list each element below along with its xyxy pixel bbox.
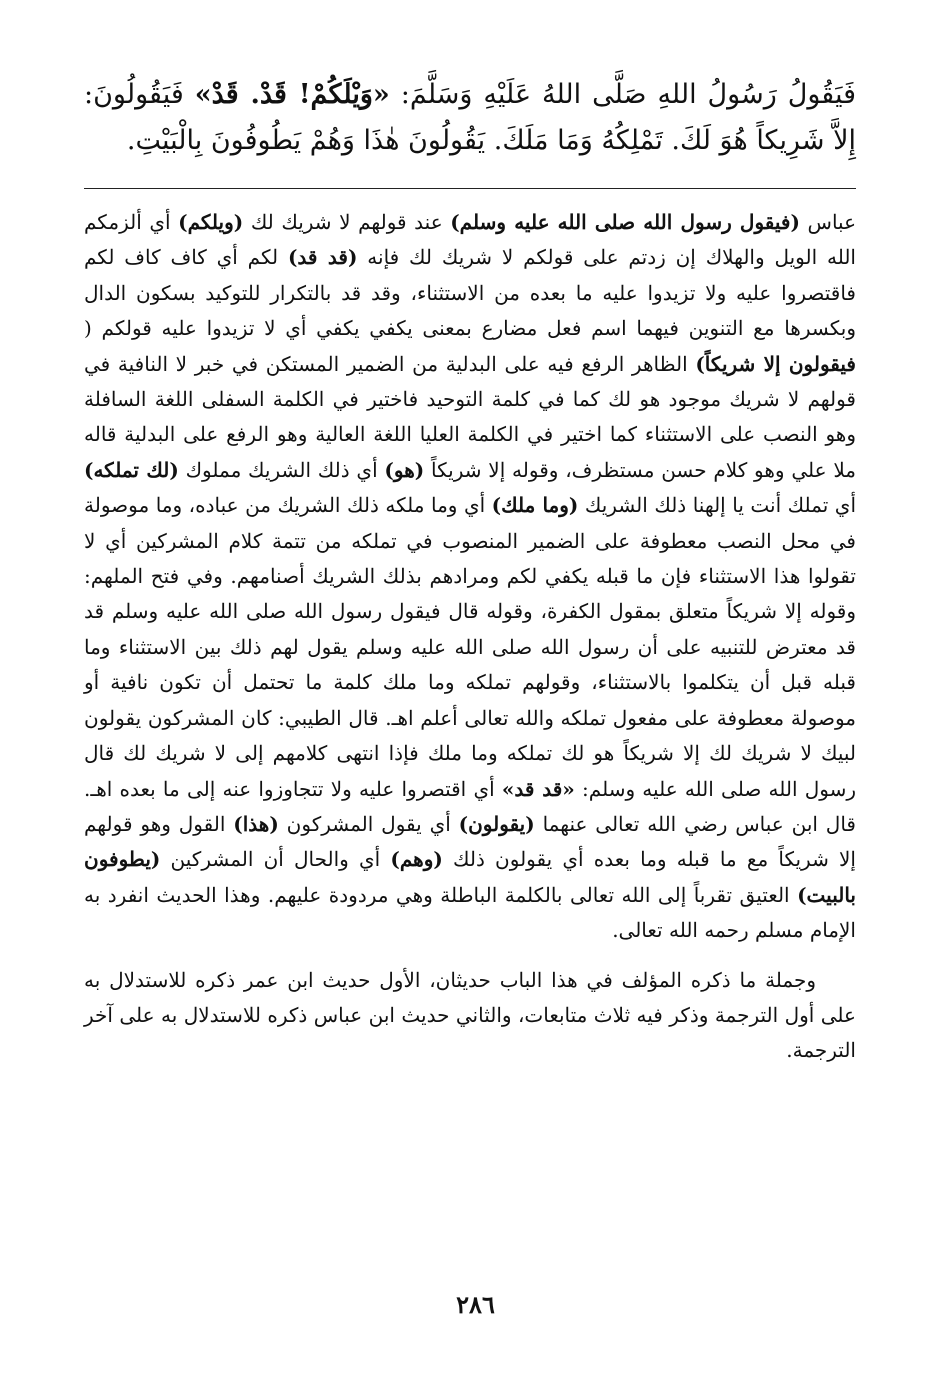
book-page xyxy=(84,72,856,1372)
commentary-text: لكم أي كاف كاف لكم فاقتصروا عليه ولا تزيدوا عليه ما بعده من الاستثناء، وقد قد بالتكرار للتوكيد بسكون الدال وبكسرها مع التنوين فيهما اسم فعل مضارع بمعنى يكفي يكفي أي لا تزيدوا عليه قولكم ( xyxy=(84,245,856,341)
commentary-quote: (لك تملكه) xyxy=(84,457,179,482)
commentary-text: عند قولهم لا شريك لك xyxy=(243,210,451,234)
commentary-text: عباس xyxy=(799,210,857,234)
commentary-quote: (يطوفون بالبيت) xyxy=(84,847,856,907)
commentary-quote: (وما ملك) xyxy=(491,493,579,518)
commentary-text: أي وما ملكه ذلك الشريك من عباده، وما موصولة في محل النصب معطوفة على الضمير المنصوب في تملكه من تتمة كلام المشركين أي لا تقولوا هذا الاستثناء فإن ما قبله يكفي لكم ومرادهم بذلك الشريك أصنامهم. وفي فتح الملهم: وقوله إلا شريكاً متعلق بمقول الكفرة، وقوله قال فيقول رسول الله صلى الله عليه وسلم قد قد معترض للتنبيه على أن رسول الله صلى الله عليه وسلم يقول لهم ذلك بين الاستثناء وما قبله قبل أن يتكلموا بالاستثناء، وقولهم تملكه وما ملك كلمة ما تحتمل أن تكون نافية أو موصولة معطوفة على مفعول تملكه والله تعالى أعلم اهـ. قال الطيبي: كان المشركون يقولون لبيك لا شريك لك إلا شريكاً هو لك تملكه وما ملك فإذا انتهى كلامهم إلى لا شريك لك قال رسول الله صلى الله عليه وسلم: xyxy=(84,493,856,801)
commentary-text: أي يقول المشركون xyxy=(278,811,459,836)
commentary-text: العتيق تقرباً إلى الله تعالى بالكلمة الباطلة وهي مردودة عليهم. وهذا الحديث انفرد به الإمام مسلم رحمه الله تعالى. xyxy=(84,882,856,943)
commentary-quote: (هو) xyxy=(384,457,425,482)
commentary-quote: (وهم) xyxy=(390,847,443,872)
commentary-quote: (هذا) xyxy=(233,811,279,836)
commentary-quote: «قد قد» xyxy=(501,776,575,801)
commentary-text: الظاهر الرفع فيه على البدلية من الضمير المستكن في خبر لا النافية في قولهم لا شريك موجود هو لك كما في كلمة التوحيد فاختير في الكلمة السفلى اللغة السافلة وهو النصب على الاستثناء كما اختير في الكلمة العليا اللغة العالية وهو الرفع على البدلية قاله ملا علي وهو كلام حسن مستظرف، وقوله إلا شريكاً xyxy=(84,351,856,482)
commentary-text: القول وهو قولهم إلا شريكاً مع ما قبله وما بعده أي يقولون ذلك xyxy=(84,811,856,872)
commentary-text: أي والحال أن المشركين xyxy=(160,847,391,872)
hadith-bold-1: «وَيْلَكُمْ! قَدْ. قَدْ» xyxy=(194,79,390,110)
page-number: ٢٨٦ xyxy=(456,1290,495,1319)
commentary-text: أي تملك أنت يا إلهنا ذلك الشريك xyxy=(578,493,856,518)
commentary-quote: (قد قد) xyxy=(287,245,358,270)
hadith-part-1: فَيَقُولُ رَسُولُ اللهِ صَلَّى اللهُ عَلَيْهِ وَسَلَّمَ: xyxy=(389,79,857,110)
commentary-quote: (فيقول رسول الله صلى الله عليه وسلم) xyxy=(450,210,800,234)
hadith-text xyxy=(84,72,856,164)
commentary-paragraph xyxy=(84,205,856,949)
commentary-quote: (يقولون) xyxy=(458,811,535,836)
footnote-divider xyxy=(84,188,856,189)
hadith-part-2: فَيَقُولُونَ: إِلاَّ شَرِيكاً هُوَ لَكَ. تَمْلِكُهُ وَمَا مَلَكَ. يَقُولُونَ هٰذَا وَهُمْ يَطُوفُونَ بِالْبَيْتِ. xyxy=(84,79,856,156)
commentary-text: أي اقتصروا عليه ولا تتجاوزوا عنه إلى ما بعده اهـ. قال ابن عباس رضي الله تعالى عنهما xyxy=(84,776,856,836)
commentary-quote: (ويلكم) xyxy=(178,210,244,234)
commentary-quote: فيقولون إلا شريكاً) xyxy=(695,351,856,376)
commentary-text: أي ألزمكم الله الويل والهلاك إن زدتم على قولكم لا شريك لك فإنه xyxy=(84,210,856,270)
commentary-text: أي ذلك الشريك مملوك xyxy=(178,457,385,482)
chapter-summary: وجملة ما ذكره المؤلف في هذا الباب حديثان، الأول حديث ابن عمر ذكره للاستدلال به على أول الترجمة وذكر فيه ثلاث متابعات، والثاني حديث ابن عباس ذكره للاستدلال به على آخر الترجمة. xyxy=(84,967,856,1063)
